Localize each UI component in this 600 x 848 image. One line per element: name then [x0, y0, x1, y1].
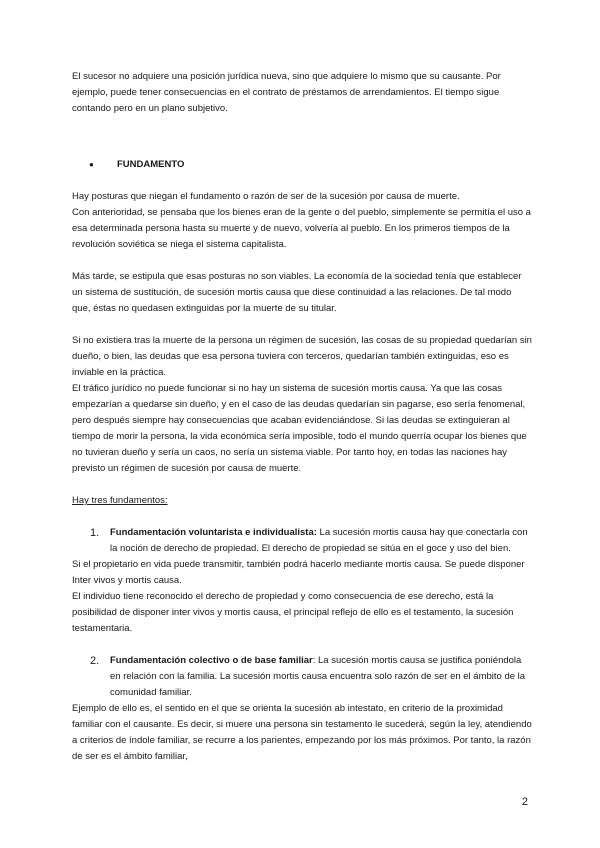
item-number: 2.	[90, 655, 100, 667]
item-text: : La sucesión mortis causa se justifica poniéndola en relación con la familia. La sucesión mortis causa encuentra solo razón de ser en el ámbito de la comunidad familiar.	[110, 655, 526, 698]
page-number: 2	[521, 796, 528, 808]
numbered-item	[90, 653, 532, 701]
fundamentos-heading: Hay tres fundamentos:	[72, 495, 168, 506]
section-heading-text: FUNDAMENTO	[117, 159, 185, 170]
item-body	[110, 653, 532, 701]
numbered-item	[90, 525, 532, 557]
paragraph: Ejemplo de ello es, el sentido en el que se orienta la sucesión ab intestato, en criterio de la proximidad familiar con el causante. Es decir, si muere una persona sin testamento le sucederá, según la ley, atendiendo a criterios de índole familiar, se recurre a los parientes, empezando por los más próximos. Por tanto, la razón de ser es el ámbito familiar,	[72, 703, 532, 762]
item-number: 1.	[90, 527, 100, 539]
bullet-icon: ●	[89, 160, 94, 169]
page-content	[72, 69, 532, 765]
paragraph: Si no existiera tras la muerte de la persona un régimen de sucesión, las cosas de su propiedad quedarían sin dueño, o bien, las deudas que esa persona tuviera con terceros, quedarían también extinguidas, eso es inviable en la práctica.	[72, 335, 532, 378]
paragraph: Con anterioridad, se pensaba que los bienes eran de la gente o del pueblo, simplemente se permitía el uso a esa determinada persona hasta su muerte y de nuevo, volvería al pueblo. En los primeros tiempos de la revolución soviética se niega el sistema capitalista.	[72, 207, 531, 250]
section-heading	[72, 157, 532, 173]
item-title: Fundamentación voluntarista e individualista:	[110, 527, 317, 538]
paragraph: El tráfico jurídico no puede funcionar si no hay un sistema de sucesión mortis causa. Ya que las cosas empezarían a quedarse sin dueño, y en el caso de las deudas quedarían sin pagarse, eso sería fenomenal, pero después siempre hay consecuencias que acaban evidenciándose. Si las deudas se extinguieran al tiempo de morir la persona, la vida económica sería imposible, todo el mundo querría ocupar los bienes que no tuvieran dueño y sería un caos, no sería un sistema viable. Por tanto hoy, en todas las naciones hay previsto un régimen de sucesión por causa de muerte.	[72, 383, 527, 474]
item-body	[110, 525, 532, 557]
item-text: La sucesión mortis causa hay que conectarla con la noción de derecho de propiedad. El derecho de propiedad se sitúa en el goce y uso del bien.	[110, 527, 528, 554]
paragraph: Si el propietario en vida puede transmitir, también podrá hacerlo mediante mortis causa. Se puede disponer Inter vivos y mortis causa.	[72, 559, 525, 586]
item-title: Fundamentación colectivo o de base familiar	[110, 655, 313, 666]
intro-paragraph: El sucesor no adquiere una posición jurídica nueva, sino que adquiere lo mismo que su causante. Por ejemplo, puede tener consecuencias en el contrato de préstamos de arrendamientos. El tiempo sigue contando pero en un plano subjetivo.	[72, 71, 501, 114]
paragraph: Más tarde, se estipula que esas posturas no son viables. La economía de la sociedad tenía que establecer un sistema de sustitución, de sucesión mortis causa que diese continuidad a las relaciones. De tal modo que, éstas no quedasen extinguidas por la muerte de su titular.	[72, 271, 522, 314]
paragraph: Hay posturas que niegan el fundamento o razón de ser de la sucesión por causa de muerte.	[72, 191, 460, 202]
paragraph: El individuo tiene reconocido el derecho de propiedad y como consecuencia de ese derecho, está la posibilidad de disponer inter vivos y mortis causa, el principal reflejo de ello es el testamento, la sucesión testamentaria.	[72, 591, 514, 634]
